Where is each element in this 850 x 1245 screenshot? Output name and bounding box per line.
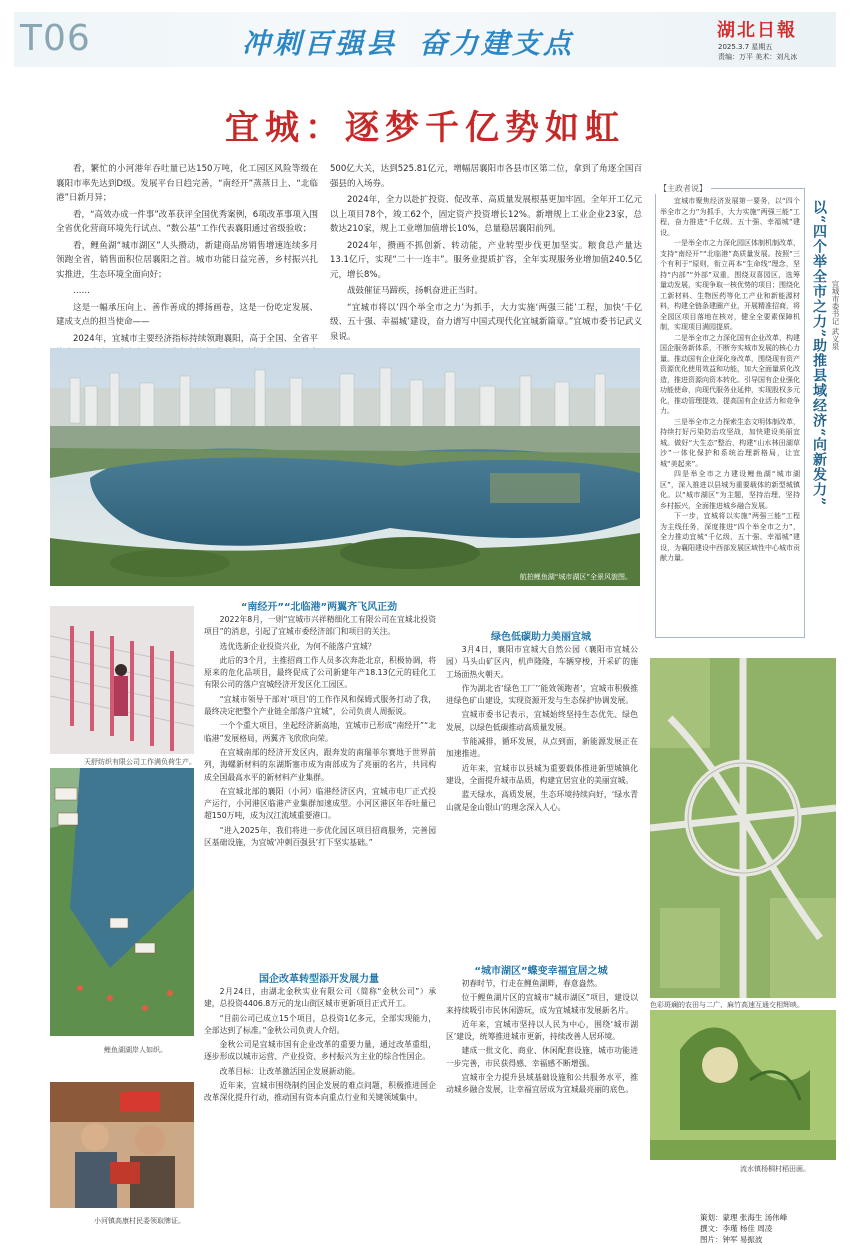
highway-interchange-photo [650,658,836,998]
article-paragraph: 宜城市全力提升县域基础设施和公共服务水平，推动城乡融合发展，让幸福宜居成为宜城最亮丽的底色。 [446,1073,638,1095]
commentary-paragraph: 三是举全市之力探索生态文明体制改革，持续打好污染防治攻坚战，加快建设美丽宜城。做好“大生态”整治，构建“山水林田湖草沙”一体化保护和系统治理新格局，让宜城“美起来”。 [660,417,800,468]
article-paragraph: 金秋公司是宜城市国有企业改革的重要力量，通过改革重组，逐步形成以城市运营、产业投资、乡村振兴为主业的综合性国企。 [204,1040,436,1062]
lakeside-photo [50,768,194,1036]
article-paragraph: 作为湖北省‘绿色工厂’‘能效领跑者’，宜城市积极推进绿色矿山建设，实现资源开发与生态保护协调发展。 [446,683,638,706]
article-paragraph: 在宜城南部的经济开发区内，跟奔发的南瑞菲尔赛地于世界前列，海螺新材料的东湖斯塞市成为南部成为了亮丽的名片，共同构成全国最高水平的新材料产业集群。 [204,747,436,782]
villagers-illustration [50,1082,194,1208]
villagers-photo [50,1082,194,1208]
commentary-paragraph: 一是举全市之力深化园区体制机制改革，支持“南经开”“北临港”高质量发展。按照“三个有利于”原则，衔立再本“生命线”理念，坚持“内部”“外部”双重，围绕双喜园区，选筹量动发展，实现争取一核优势的项目；围绕化工新材料、生物医药等化工产业和新能源材料，构建全链条建圈产业，开展精准招商，将全园区项目落地在核对，健全全要素保障机制，实现项目满园提质。 [660,239,800,331]
article-paragraph: 一个个重大项目，坐起经济新高地，宜城市已形成“南经开”“北临港”发展格局，两翼齐飞欣欣向荣。 [204,721,436,743]
article-body-state-enterprise [204,986,436,1231]
rice-art-illustration [650,1010,836,1160]
intro-column-left [56,162,318,342]
main-aerial-photo [50,348,640,586]
article-paragraph: “宜城市领导干部对‘项目’的工作作风和保姆式服务打动了我，最终决定把整个产业链全部落户宜城”，公司负责人周振说。 [204,694,436,717]
article-paragraph: 节能减排，循环发展，从点到面，新能源发展正在加速推进。 [446,737,638,759]
commentary-label: 【主政者说】 [655,183,711,194]
textile-illustration [50,606,194,754]
section-banner [14,12,836,67]
interchange-illustration [650,658,836,998]
page-number: T06 [20,18,91,59]
article-subhead: 国企改革转型添开发展力量 [259,974,379,985]
commentary-author: 宜城市委书记 武义泉 [831,280,840,350]
article-paragraph: 改革目标：让改革激活国企发展新动能。 [219,1066,360,1076]
commentary-text [660,196,800,634]
article-subhead: “城市湖区”蝶变幸福宜居之城 [474,966,608,977]
main-photo-caption: 航拍鲤鱼湖“城市湖区”全景风貌图。 [519,573,632,581]
rice-field-art-photo [650,1010,836,1160]
article-paragraph: 位于鲤鱼湖片区的宜城市“城市湖区”项目，建设以来持续吸引市民休闲游玩，成为宜城城市发展新名片。 [446,993,638,1015]
intro-paragraph: …… [73,286,90,296]
left-caption: 小河镇高康村民委领取牌证。 [94,1217,185,1225]
left-caption: 天舒纺织有限公司工作满负荷生产。 [84,758,196,766]
credit-planning: 策划：蒙理 张海生 汤伟峰 [700,1213,788,1222]
commentary-paragraph: 下一步，宜城将以实施“两强三能”工程为主线任务，深度推进“四个举全市之力”，全力推动宜城“千亿级、五十强、幸福城”建设，为襄阳建设中西部发展区域性中心城市贡献力量。 [660,512,800,562]
article-paragraph: “目前公司已成立15个项目，总投资1亿多元，全部实现能力，全部达到了标准。”金秋公司负责人介绍。 [204,1013,436,1035]
article-paragraph: 此后的3个月，主推招商工作人员多次奔赴北京，积极协调，将原来的危化品项目，最终促成了公司新建年产18.13亿元的硅化工有限公司的落户宜城经济开发区化工园区。 [204,655,436,690]
left-caption: 鲤鱼湖湖岸人如织。 [104,1046,167,1054]
article-paragraph: 近年来，宜城市围绕制约国企发展的难点问题，积极推进国企改革深化提升行动，推动国有资本向重点行业和关键领域集中。 [204,1081,436,1103]
commentary-paragraph: 四是举全市之力建设鲤鱼湖“城市湖区”，深入推进以县城为重要载体的新型城镇化。以“城市湖区”为主题，坚持治理、坚持乡村振兴，全面推进城乡融合发展。 [660,470,800,510]
article-subhead: “南经开”“北临港”两翼齐飞风正劲 [240,602,398,613]
right-caption: 色彩斑斓的农田与二广、麻竹高速互通交相辉映。 [650,1001,804,1009]
intro-column-right [330,162,642,342]
intro-paragraph: 看，鲤鱼湖“城市湖区”人头攒动，新建商品房销售增速连续多月领跑全省，销售面积位居襄阳之首。城市功能日益完善，乡村振兴扎实推进，生态环境全面向好； [56,240,318,280]
intro-paragraph: 这是一幅承压向上、善作善成的搏扬画卷，这是一份吃定发展、建成支点的担当使命—— [56,302,318,327]
article-paragraph: 3月4日，襄阳市宜城大自然公园（襄阳市宜城公园）马头山矿区内，机声隆隆，车辆穿梭，开采矿的施工场面热火朝天。 [446,645,638,679]
article-body-lake-district [446,978,638,1233]
aerial-lake-illustration [50,348,640,586]
commentary-paragraph: 二是举全市之力深化国有企业改革，构建国企服务新体系，不断夯实城市发展的核心力量。推动国有企业深化身改革，围绕现有资产资源优化使用效益和功能，加大全面量质化改造，推进资源向资本转化。引导国有企业强化功能使命，向现代服务业延伸，实现股权多元化，推动管理提效，提高国有企业活力和竞争力。 [660,333,800,415]
article-body-green [446,644,638,954]
intro-paragraph: 500亿大关，达到525.81亿元，增幅居襄阳市各县市区第二位，拿到了角逐全国百强县的入场券。 [330,164,642,189]
commentary-title: 以“四个举全市之力”助推县域经济“向新发力” [811,200,827,507]
article-paragraph: 宜城市委书记表示，宜城始终坚持生态优先、绿色发展，以绿色低碳推动高质量发展。 [446,710,638,732]
credit-writers: 撰文：李瑾 杨佳 周凌 [700,1224,773,1233]
intro-paragraph: 战鼓催征马蹄疾，扬帆奋进正当时。 [347,286,484,296]
masthead-logo: 湖北日報 [717,20,797,41]
article-paragraph: 在宜城北部的襄阳（小河）临港经济区内，宜城市电厂正式投产运行，小河港区临港产业集群加速成型。小河区港区年吞吐量已超150万吨，成为汉江流域重要港口。 [204,786,436,821]
article-paragraph: 2月24日，由湖北金秋实业有限公司（简称“金秋公司”）承建，总投资4406.8万元的龙山街区城市更新项目正式开工。 [204,987,436,1009]
intro-paragraph: 2024年，宜城市主要经济指标持续领跑襄阳，高于全国、全省平 [73,333,318,344]
article-paragraph: 近年来，宜城市以县城为重要载体推进新型城镇化建设，全面提升城市品质，构建宜居宜业的美丽宜城。 [446,763,638,785]
article-paragraph: 蓝天绿水，高质发展，生态环境持续向好，‘绿水青山就是金山银山’的理念深入人心。 [446,790,638,812]
article-paragraph: 建成一批文化、商业、休闲配套设施，城市功能进一步完善，市民获得感、幸福感不断增强。 [446,1046,638,1068]
lakeside-illustration [50,768,194,1036]
intro-paragraph: 看，“高效办成一件事”改革获评全国优秀案例，6项改革事项入围全省优化营商环境先行试点、“数公基”工作代表襄阳通过省级验收； [56,209,318,234]
issue-date: 2025.3.7 星期五 [718,43,773,51]
intro-paragraph: 看，繁忙的小河港年吞吐量已达150万吨，化工园区风险等级在襄阳市率先达到D级。发展平台日趋完善，“南经开”蒸蒸日上、“北临港”日新月异； [56,164,318,203]
banner-slogan [242,22,574,62]
masthead-info [718,42,797,62]
article-paragraph: 选优选新企业投资兴业，为何不能落户宜城？ [219,641,376,651]
slogan-part-1: 冲刺百强县 [242,27,398,60]
intro-paragraph: 2024年，全力以赴扩投资、促改革、高质量发展根基更加牢固。全年开工亿元以上项目78个，竣工62个，固定资产投资增长12%。新增规上工业企业23家，总数达210家，规上工业增加值增长10%，总量稳居襄阳前列。 [330,195,642,234]
intro-paragraph: “宜城市将以‘四个举全市之力’为抓手，大力实施‘两强三能’工程，加快‘千亿级、五十强、幸福城’建设，奋力谱写中国式现代化宜城新篇章。”宜城市委书记武义泉说。 [330,302,642,342]
intro-paragraph: 2024年，攒画不抓创新、转动能，产业转型步伐更加坚实。粮食总产量达13.1亿斤，实现“二十一连丰”。服务业提质扩容，全年实现服务业增加值240.5亿元，增长8%。 [330,240,642,280]
article-body-economic-zones [204,614,436,969]
textile-factory-photo [50,606,194,754]
right-caption: 流水镇杨桐村稻田画。 [740,1165,810,1173]
editors-line: 责编：万平 美术：刘凡冰 [718,53,798,61]
article-paragraph: “进入2025年，我们将进一步优化园区项目招商服务，完善园区基础设施，为宜城‘冲刺百强县’打下坚实基础。” [204,825,436,848]
article-paragraph: 2022年8月，一则“宜城市兴祥精细化工有限公司在宜城北投资项目”的消息，引起了宜城市委经济部门和项目的关注。 [204,615,436,637]
slogan-part-2: 奋力建支点 [419,27,575,60]
article-paragraph: 初春时节，行走在鲤鱼湖畔，春意盎然。 [461,979,602,988]
credits [700,1212,787,1245]
credit-photos: 图片：钟军 易振波 [700,1235,763,1244]
article-subhead: 绿色低碳助力美丽宜城 [491,632,591,643]
article-paragraph: 近年来，宜城市坚持以人民为中心，围绕‘城市湖区’建设，统筹推进城市更新，持续改善人居环境。 [446,1019,638,1042]
commentary-paragraph: 宜城市聚焦经济发展第一要务，以“四个举全市之力”为抓手，大力实施“两强三能”工程，奋力推进“千亿级、五十强、幸福城”建设。 [660,197,800,237]
page-headline: 宜城：逐梦千亿势如虹 [225,108,625,148]
